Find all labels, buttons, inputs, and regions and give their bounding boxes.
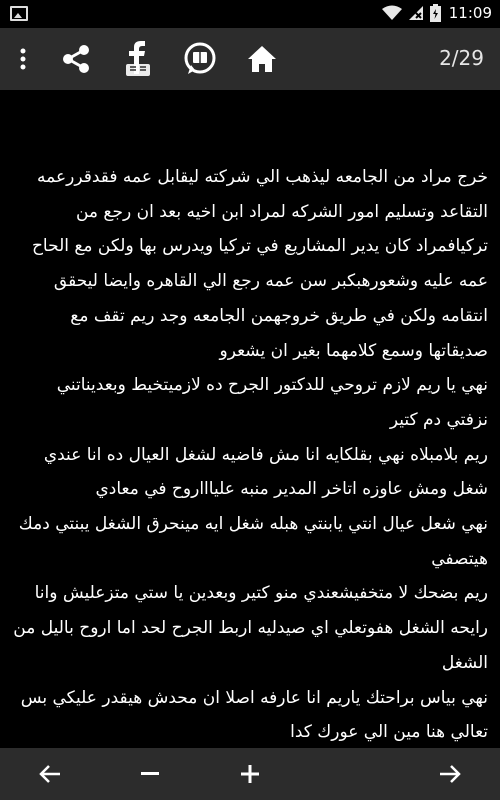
facebook-icon bbox=[124, 40, 152, 78]
overflow-menu-button[interactable] bbox=[8, 28, 38, 90]
image-notification-icon bbox=[10, 6, 28, 21]
next-page-button[interactable] bbox=[420, 748, 480, 800]
zoom-out-icon bbox=[141, 772, 159, 776]
back-arrow-icon bbox=[39, 764, 61, 784]
whatsapp-share-button[interactable] bbox=[176, 28, 224, 90]
share-icon bbox=[60, 43, 92, 75]
night-mode-button[interactable] bbox=[320, 748, 380, 800]
story-text: خرج مراد من الجامعه ليذهب الي شركته ليقابل عمه فقدقررعمه التقاعد وتسليم امور الشركه لمراد ابن اخيه بعد ان رجع من تركيافمراد كان يدير المشاريع في تركيا ويدرس بها ولكن مع الحاح عمه عليه وشعورهبكبر سن عمه رجع الي القاهره وايضا ليحقق انتقامه ولكن في طريق خروجهمن الجامعه وجد ريم تقف مع صديقاتها وسمع كلامهما بغير ان يشعرو نهي يا ريم لازم تروحي للدكتور الجرح ده لازميتخيط وبعديناتني نزفتي دم كتير ريم بلامبلاه نهي بقلكايه انا مش فاضيه لشغل العيال ده انا عندي شغل ومش عاوزه اتاخر المدير منبه علياااروح في معادي نهي شعل عيال انتي يابنتي هبله شغل ايه مينحرق الشغل يبنتي دمك هيتصفي ريم بضحك لا متخفيشعندي منو كتير وبعدين يا ستي متزعليش وانا رايحه الشغل هفوتعلي اي صيدليه اربط الجرح لحد اما اروح باليل من الشغل نهي بياس براحتك ياريم انا عارفه اصلا ان محدش هيقدر عليكي بس تعالي هنا مين الي عورك كدا bbox=[13, 167, 488, 743]
clock: 11:09 bbox=[448, 4, 492, 22]
wifi-icon bbox=[382, 5, 402, 21]
forward-arrow-icon bbox=[439, 764, 461, 784]
zoom-in-icon bbox=[241, 765, 259, 783]
share-button[interactable] bbox=[52, 28, 100, 90]
previous-page-button[interactable] bbox=[20, 748, 80, 800]
bottom-toolbar bbox=[0, 748, 500, 800]
no-sim-icon bbox=[408, 5, 424, 21]
facebook-share-button[interactable] bbox=[114, 28, 162, 90]
notification-area bbox=[10, 6, 28, 25]
increase-font-button[interactable] bbox=[220, 748, 280, 800]
home-icon bbox=[247, 45, 277, 73]
decrease-font-button[interactable] bbox=[120, 748, 180, 800]
status-bar bbox=[0, 0, 500, 28]
whatsapp-icon bbox=[182, 41, 218, 77]
overflow-menu-icon bbox=[20, 48, 26, 70]
reading-content[interactable] bbox=[0, 90, 500, 748]
page-indicator: 2/29 bbox=[439, 46, 484, 70]
battery-icon bbox=[430, 4, 441, 22]
home-button[interactable] bbox=[238, 28, 286, 90]
night-mode-icon bbox=[341, 762, 359, 786]
system-tray bbox=[382, 4, 492, 22]
app-toolbar bbox=[0, 28, 500, 90]
